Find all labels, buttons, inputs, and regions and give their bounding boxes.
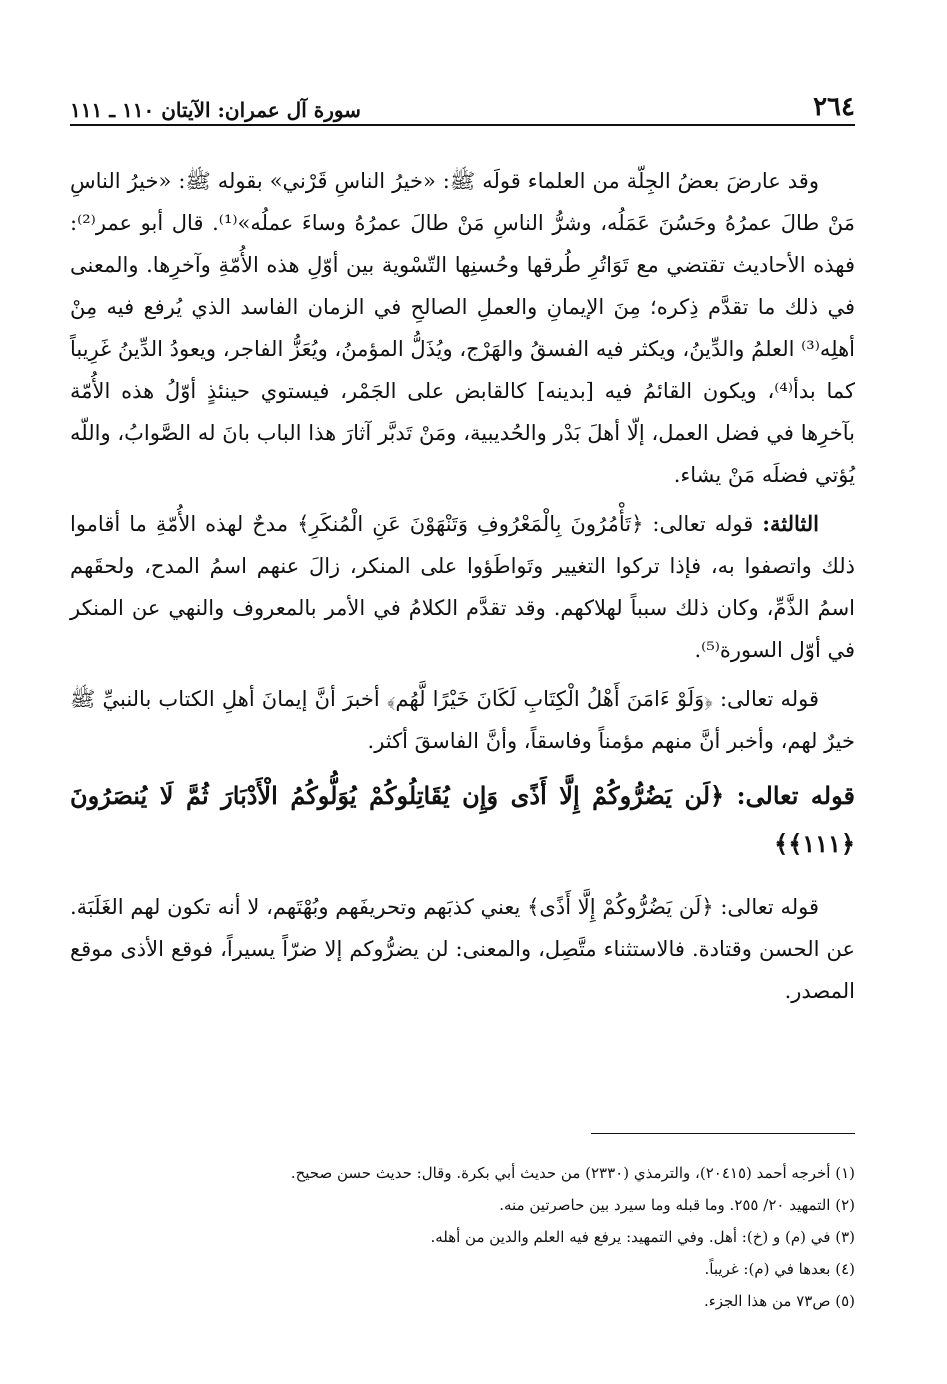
- section-lead: الثالثة:: [762, 511, 819, 536]
- footnote: (٢) التمهيد ٢٠/ ٢٥٥. وما قبله وما سيرد بين حاصرتين منه.: [499, 1196, 855, 1214]
- paragraph-text: قوله تعالى: ﴿تَأْمُرُونَ بِالْمَعْرُوفِ وَتَنْهَوْنَ عَنِ الْمُنكَرِ﴾ مدحٌ لهذه الأُمّةِ ما أقاموا ذلك واتصفوا به، فإذا تركوا التغيير وتَواطَؤوا على المنكر، زالَ عنهم اسمُ المدح، ولحقَهم اسمُ الذَّمِّ، وكان ذلك سبباً لهلاكهم. وقد تقدَّم الكلامُ في الأمر بالمعروف والنهي عن المنكر في أوّل السورة⁽⁵⁾.: [70, 512, 855, 662]
- footnotes: [70, 1157, 855, 1317]
- paragraph: وقد عارضَ بعضُ الجِلّة من العلماء قولَه ﷺ: «خيرُ الناسِ قَرْني» بقوله ﷺ: «خيرُ الناسِ مَنْ طالَ عمرُهُ وحَسُنَ عَمَلُه، وشرُّ الناسِ مَنْ طالَ عمرُهُ وساءَ عملُه»⁽¹⁾. قال أبو عمر⁽²⁾: فهذه الأحاديث تقتضي مع تَوَاتُرِ طُرقها وحُسنِها التّسْوية بين أوّلِ هذه الأُمّةِ وآخرِها. والمعنى في ذلك ما تقدَّم ذِكره؛ مِنَ الإيمانِ والعملِ الصالحِ في الزمان الفاسد الذي يُرفع فيه مِنْ أهلِه⁽³⁾ العلمُ والدِّينُ، ويكثر فيه الفسقُ والهَرْج، ويُذَلُّ المؤمنُ، ويُعَزُّ الفاجر، ويعودُ الدِّينُ غَرِيباً كما بدأ⁽⁴⁾، ويكون القائمُ فيه [بدينه] كالقابض على الجَمْر، فيستوي حينئذٍ أوّلُ هذه الأُمّة بآخرِها في فضل العمل، إلّا أهلَ بَدْر والحُديبية، ومَنْ تَدبَّر آثارَ هذا الباب بانَ له الصَّوابُ، واللّه يُؤتي فضلَه مَنْ يشاء.: [70, 169, 856, 487]
- footnote-rule: [591, 1133, 855, 1134]
- footnote: (١) أخرجه أحمد (٢٠٤١٥)، والترمذي (٢٣٣٠) من حديث أبي بكرة. وقال: حديث حسن صحيح.: [290, 1164, 855, 1182]
- verse-heading: قوله تعالى: ﴿لَن يَضُرُّوكُمْ إِلَّا أَذًى وَإِن يُقَاتِلُوكُمْ يُوَلُّوكُمُ الْأَدْبَارَ ثُمَّ لَا يُنصَرُونَ ﴿١١١﴾﴾: [70, 781, 855, 858]
- running-title: سورة آل عمران: الآيتان ١١٠ ـ ١١١: [70, 98, 361, 122]
- page-number: ٢٦٤: [813, 92, 855, 122]
- footnote: (٥) ص٧٣ من هذا الجزء.: [703, 1292, 855, 1310]
- footnote: (٤) بعدها في (م): غريباً.: [704, 1260, 855, 1278]
- header-rule: [70, 124, 855, 126]
- paragraph: قوله تعالى: ﴿وَلَوْ ءَامَنَ أَهْلُ الْكِتَابِ لَكَانَ خَيْرًا لَّهُم﴾ أخبرَ أنَّ إيمانَ أهلِ الكتاب بالنبيِّ ﷺ خيرٌ لهم، وأخبر أنَّ منهم مؤمناً وفاسقاً، وأنَّ الفاسقَ أكثر.: [70, 687, 855, 753]
- main-text: [70, 160, 855, 1019]
- footnote: (٣) في (م) و (خ): أهل. وفي التمهيد: يرفع فيه العلم والدين من أهله.: [430, 1228, 855, 1246]
- paragraph: قوله تعالى: ﴿لَن يَضُرُّوكُمْ إِلَّا أَذًى﴾ يعني كذبَهم وتحريفَهم وبُهْتَهم، لا أنه تكون لهم الغَلَبَة. عن الحسن وقتادة. فالاستثناء متَّصِل، والمعنى: لن يضرُّوكم إلا ضرّاً يسيراً، فوقع الأذى موقع المصدر.: [70, 895, 855, 1003]
- page-header: [70, 88, 855, 122]
- paragraph: [70, 503, 855, 671]
